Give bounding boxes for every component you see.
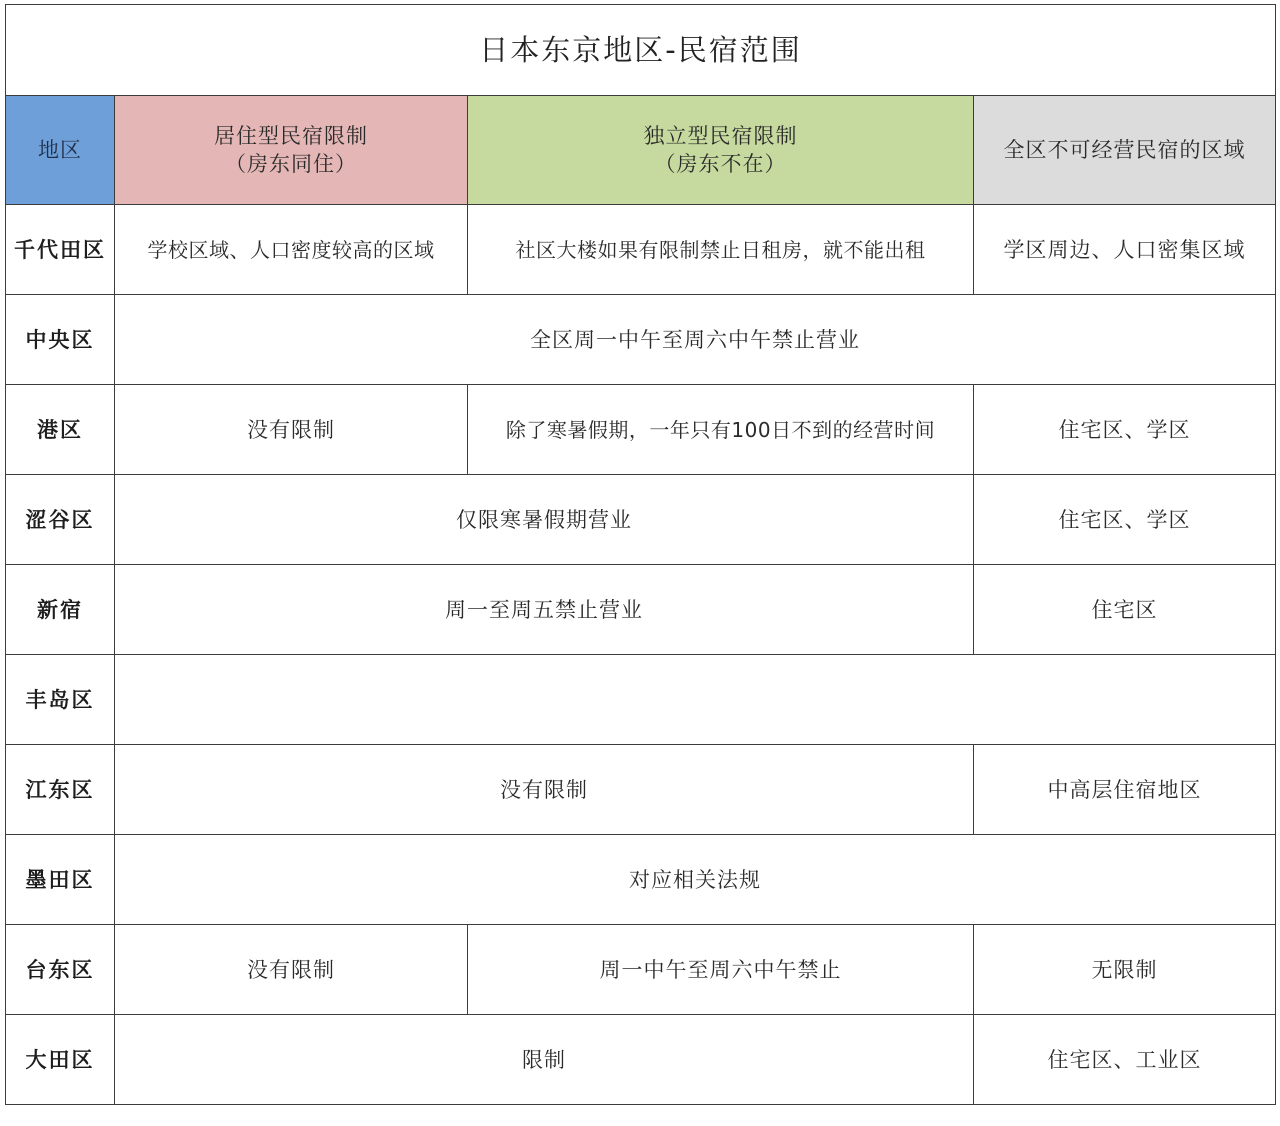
table-row (6, 385, 1276, 475)
merged-cell: 限制 (115, 1015, 974, 1105)
header-independent-restriction (468, 96, 974, 205)
header-resident-line1: 居住型民宿限制 (214, 124, 368, 148)
region-cell: 大田区 (6, 1015, 115, 1105)
merged-cell: 周一至周五禁止营业 (115, 565, 974, 655)
merged-cell: 全区周一中午至周六中午禁止营业 (115, 295, 1276, 385)
forbidden-cell: 住宅区 (974, 565, 1276, 655)
tokyo-minshuku-table (5, 4, 1276, 1105)
region-cell: 丰岛区 (6, 655, 115, 745)
forbidden-cell: 无限制 (974, 925, 1276, 1015)
table-row (6, 655, 1276, 745)
merged-cell: 对应相关法规 (115, 835, 1276, 925)
independent-cell: 除了寒暑假期，一年只有100日不到的经营时间 (468, 385, 974, 475)
forbidden-cell: 住宅区、工业区 (974, 1015, 1276, 1105)
independent-cell: 社区大楼如果有限制禁止日租房，就不能出租 (468, 205, 974, 295)
header-forbidden-area: 全区不可经营民宿的区域 (974, 96, 1276, 205)
table-row (6, 835, 1276, 925)
table-row (6, 565, 1276, 655)
merged-cell (115, 655, 1276, 745)
forbidden-cell: 学区周边、人口密集区域 (974, 205, 1276, 295)
table-row (6, 475, 1276, 565)
region-cell: 江东区 (6, 745, 115, 835)
region-cell: 台东区 (6, 925, 115, 1015)
resident-cell: 学校区域、人口密度较高的区域 (115, 205, 468, 295)
resident-cell: 没有限制 (115, 385, 468, 475)
table-row (6, 925, 1276, 1015)
region-cell: 墨田区 (6, 835, 115, 925)
region-cell: 千代田区 (6, 205, 115, 295)
table-row (6, 295, 1276, 385)
header-independent-line2: （房东不在） (654, 152, 787, 176)
table-row (6, 205, 1276, 295)
table-row (6, 1015, 1276, 1105)
region-cell: 涩谷区 (6, 475, 115, 565)
header-independent-line1: 独立型民宿限制 (643, 124, 798, 148)
header-resident-restriction (115, 96, 468, 205)
merged-cell: 仅限寒暑假期营业 (115, 475, 974, 565)
region-cell: 新宿 (6, 565, 115, 655)
table-row (6, 745, 1276, 835)
resident-cell: 没有限制 (115, 925, 468, 1015)
independent-cell: 周一中午至周六中午禁止 (468, 925, 974, 1015)
forbidden-cell: 住宅区、学区 (974, 475, 1276, 565)
table-title: 日本东京地区-民宿范围 (6, 5, 1276, 96)
region-cell: 中央区 (6, 295, 115, 385)
header-resident-line2: （房东同住） (225, 152, 357, 176)
forbidden-cell: 中高层住宿地区 (974, 745, 1276, 835)
merged-cell: 没有限制 (115, 745, 974, 835)
header-region: 地区 (6, 96, 115, 205)
region-cell: 港区 (6, 385, 115, 475)
header-row (6, 96, 1276, 205)
forbidden-cell: 住宅区、学区 (974, 385, 1276, 475)
